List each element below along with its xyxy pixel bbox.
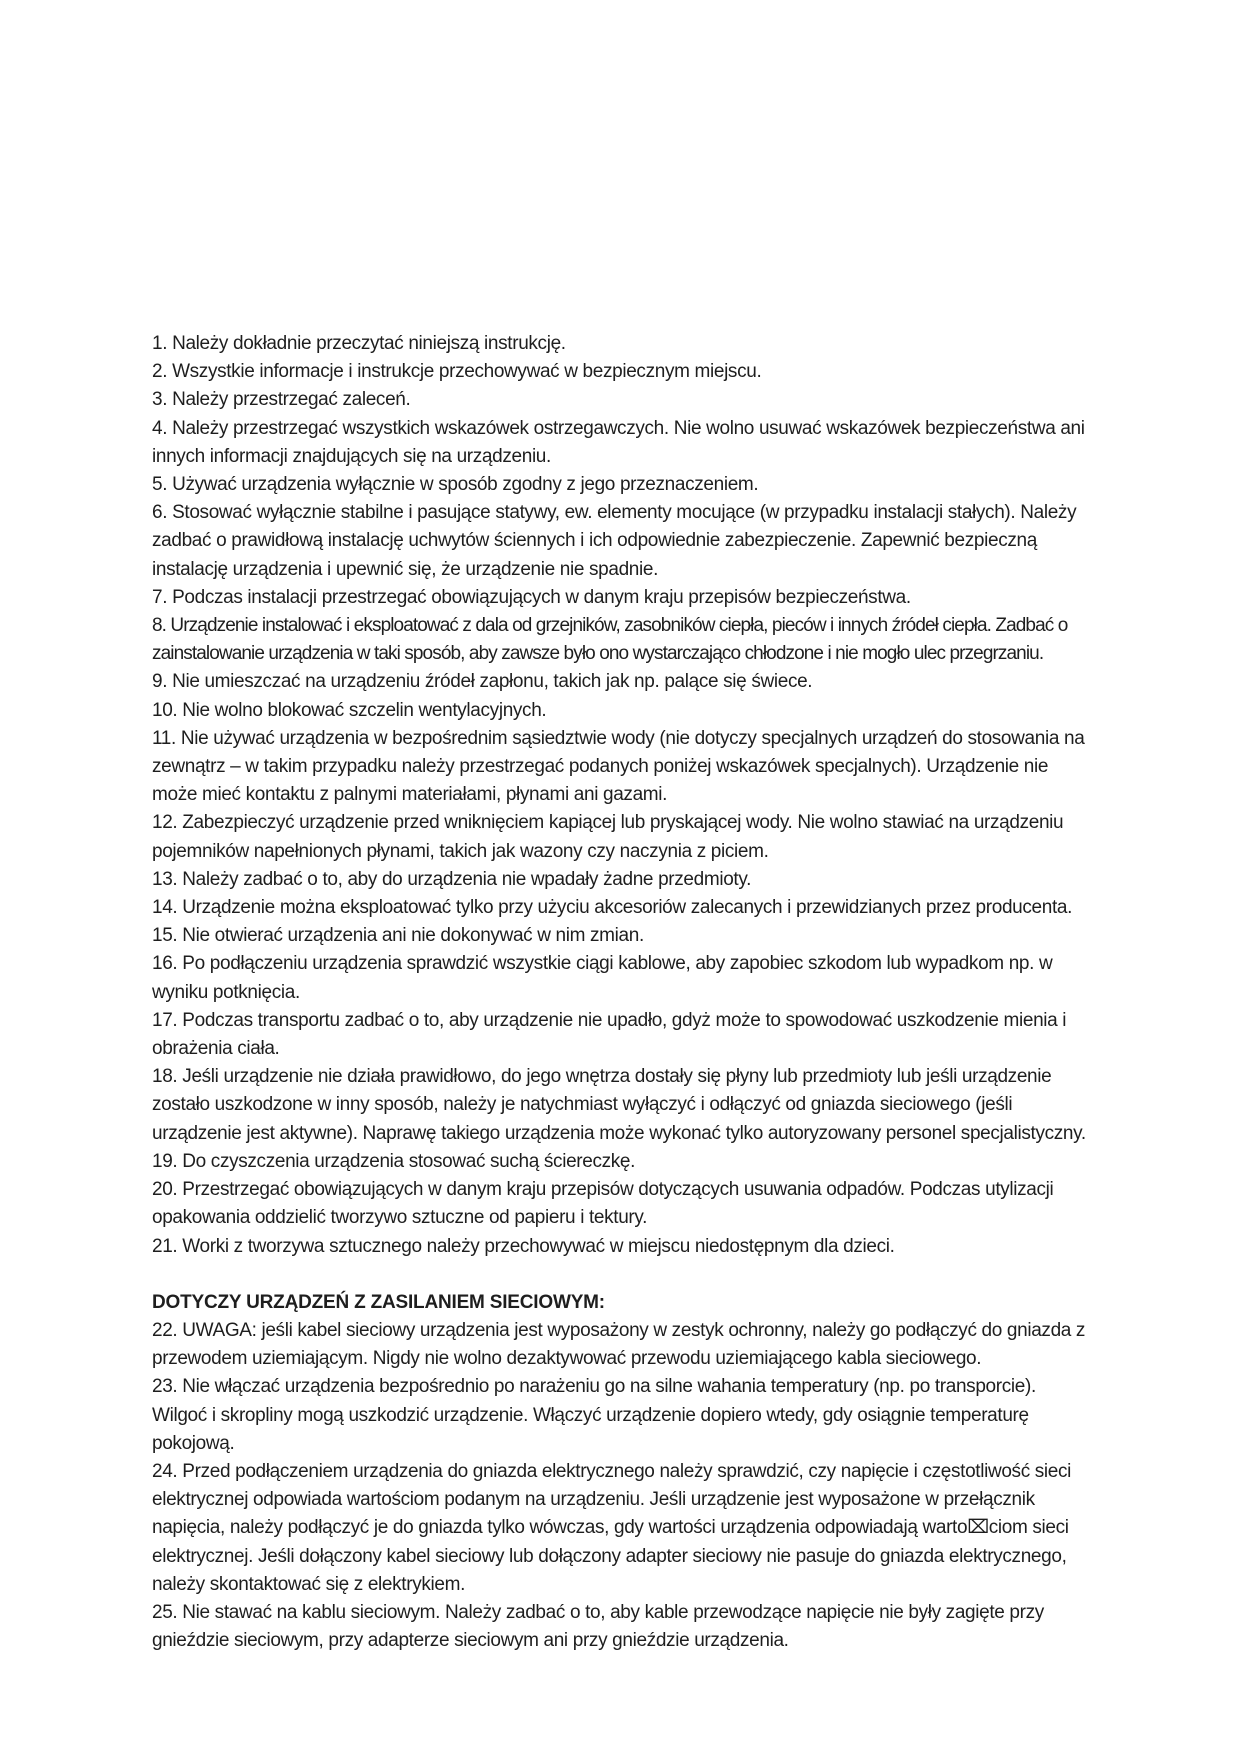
instruction-item: 1. Należy dokładnie przeczytać niniejszą instrukcję. bbox=[152, 333, 566, 354]
instruction-item: 21. Worki z tworzywa sztucznego należy przechowywać w miejscu niedostępnym dla dzieci. bbox=[152, 1235, 895, 1257]
instruction-item: 9. Nie umieszczać na urządzeniu źródeł zapłonu, takich jak np. palące się świece. bbox=[152, 671, 813, 693]
instruction-item: 5. Używać urządzenia wyłącznie w sposób zgodny z jego przeznaczeniem. bbox=[152, 474, 759, 496]
instruction-item: 8. Urządzenie instalować i eksploatować z dala od grzejników, zasobników ciepła, pieców i innych źródeł ciepła. Zadbać o zainstalowanie urządzenia w taki sposób, aby zawsze było ono wystarczająco chłodzone i nie mogło ulec przegrzaniu. bbox=[152, 615, 1068, 665]
instruction-item: 7. Podczas instalacji przestrzegać obowiązujących w danym kraju przepisów bezpieczeństwa. bbox=[152, 586, 911, 608]
instruction-item: 3. Należy przestrzegać zaleceń. bbox=[152, 389, 411, 411]
instruction-item: 14. Urządzenie można eksploatować tylko przy użyciu akcesoriów zalecanych i przewidzianych przez producenta. bbox=[152, 897, 1073, 919]
instruction-item: 13. Należy zadbać o to, aby do urządzenia nie wpadały żadne przedmioty. bbox=[152, 868, 752, 890]
instruction-item: 20. Przestrzegać obowiązujących w danym kraju przepisów dotyczących usuwania odpadów. Podczas utylizacji opakowania oddzielić tworzywo sztuczne od papieru i tektury. bbox=[152, 1179, 1054, 1229]
instruction-item: 25. Nie stawać na kablu sieciowym. Należy zadbać o to, aby kable przewodzące napięcie nie były zagięte przy gnieździe sieciowym, przy adapterze sieciowym ani przy gnieździe urządzenia. bbox=[152, 1601, 1044, 1652]
instruction-item: 6. Stosować wyłącznie stabilne i pasujące statywy, ew. elementy mocujące (w przypadku instalacji stałych). Należy zadbać o prawidłową instalację uchwytów ściennych i ich odpowiednie zabezpieczenie. Zapewnić bezpieczną instalację urządzenia i upewnić się, że urządzenie nie spadnie. bbox=[152, 502, 1077, 580]
instruction-item: 16. Po podłączeniu urządzenia sprawdzić wszystkie ciągi kablowe, aby zapobiec szkodom lub wypadkom np. w wyniku potknięcia. bbox=[152, 953, 1053, 1003]
instruction-item: 12. Zabezpieczyć urządzenie przed wniknięciem kapiącej lub pryskającej wody. Nie wolno stawiać na urządzeniu pojemników napełnionych płynami, takich jak wazony czy naczynia z piciem. bbox=[152, 812, 1064, 862]
instruction-item: 22. UWAGA: jeśli kabel sieciowy urządzenia jest wyposażony w zestyk ochronny, należy go podłączyć do gniazda z przewodem uziemiającym. Nigdy nie wolno dezaktywować przewodu uziemiającego kabla sieciowego. bbox=[152, 1319, 1086, 1370]
mains-section-heading: DOTYCZY URZĄDZEŃ Z ZASILANIEM SIECIOWYM: bbox=[152, 1291, 605, 1313]
instruction-item: 10. Nie wolno blokować szczelin wentylacyjnych. bbox=[152, 699, 547, 721]
instruction-item: 23. Nie włączać urządzenia bezpośrednio po narażeniu go na silne wahania temperatury (np. po transporcie). Wilgoć i skropliny mogą uszkodzić urządzenie. Włączyć urządzenie dopiero wtedy, gdy osiągnie temperaturę pokojową. bbox=[152, 1376, 1036, 1454]
instruction-item: 2. Wszystkie informacje i instrukcje przechowywać w bezpiecznym miejscu. bbox=[152, 361, 762, 383]
instruction-item: 4. Należy przestrzegać wszystkich wskazówek ostrzegawczych. Nie wolno usuwać wskazówek bezpieczeństwa ani innych informacji znajdujących się na urządzeniu. bbox=[152, 417, 1085, 467]
instruction-item: 24. Przed podłączeniem urządzenia do gniazda elektrycznego należy sprawdzić, czy napięcie i częstotliwość sieci elektrycznej odpowiada wartościom podanym na urządzeniu. Jeśli urządzenie jest wyposażone w przełącznik napięcia, należy podłączyć je do gniazda tylko wówczas, gdy wartości urządzenia odpowiadają warto⌧ciom sieci elektrycznej. Jeśli dołączony kabel sieciowy lub dołączony adapter sieciowy nie pasuje do gniazda elektrycznego, należy skontaktować się z elektrykiem. bbox=[152, 1460, 1072, 1595]
instruction-item: 15. Nie otwierać urządzenia ani nie dokonywać w nim zmian. bbox=[152, 925, 644, 947]
safety-instructions bbox=[152, 330, 1092, 1655]
instruction-item: 19. Do czyszczenia urządzenia stosować suchą ściereczkę. bbox=[152, 1150, 636, 1172]
instruction-item: 11. Nie używać urządzenia w bezpośrednim sąsiedztwie wody (nie dotyczy specjalnych urządzeń do stosowania na zewnątrz – w takim przypadku należy przestrzegać podanych poniżej wskazówek specjalnych). Urządzenie nie może mieć kontaktu z palnymi materiałami, płynami ani gazami. bbox=[152, 727, 1085, 806]
instruction-item: 18. Jeśli urządzenie nie działa prawidłowo, do jego wnętrza dostały się płyny lub przedmioty lub jeśli urządzenie zostało uszkodzone w inny sposób, należy je natychmiast wyłączyć i odłączyć od gniazda sieciowego (jeśli urządzenie jest aktywne). Naprawę takiego urządzenia może wykonać tylko autoryzowany personel specjalistyczny. bbox=[152, 1066, 1086, 1144]
instruction-item: 17. Podczas transportu zadbać o to, aby urządzenie nie upadło, gdyż może to spowodować uszkodzenie mienia i obrażenia ciała. bbox=[152, 1009, 1067, 1060]
